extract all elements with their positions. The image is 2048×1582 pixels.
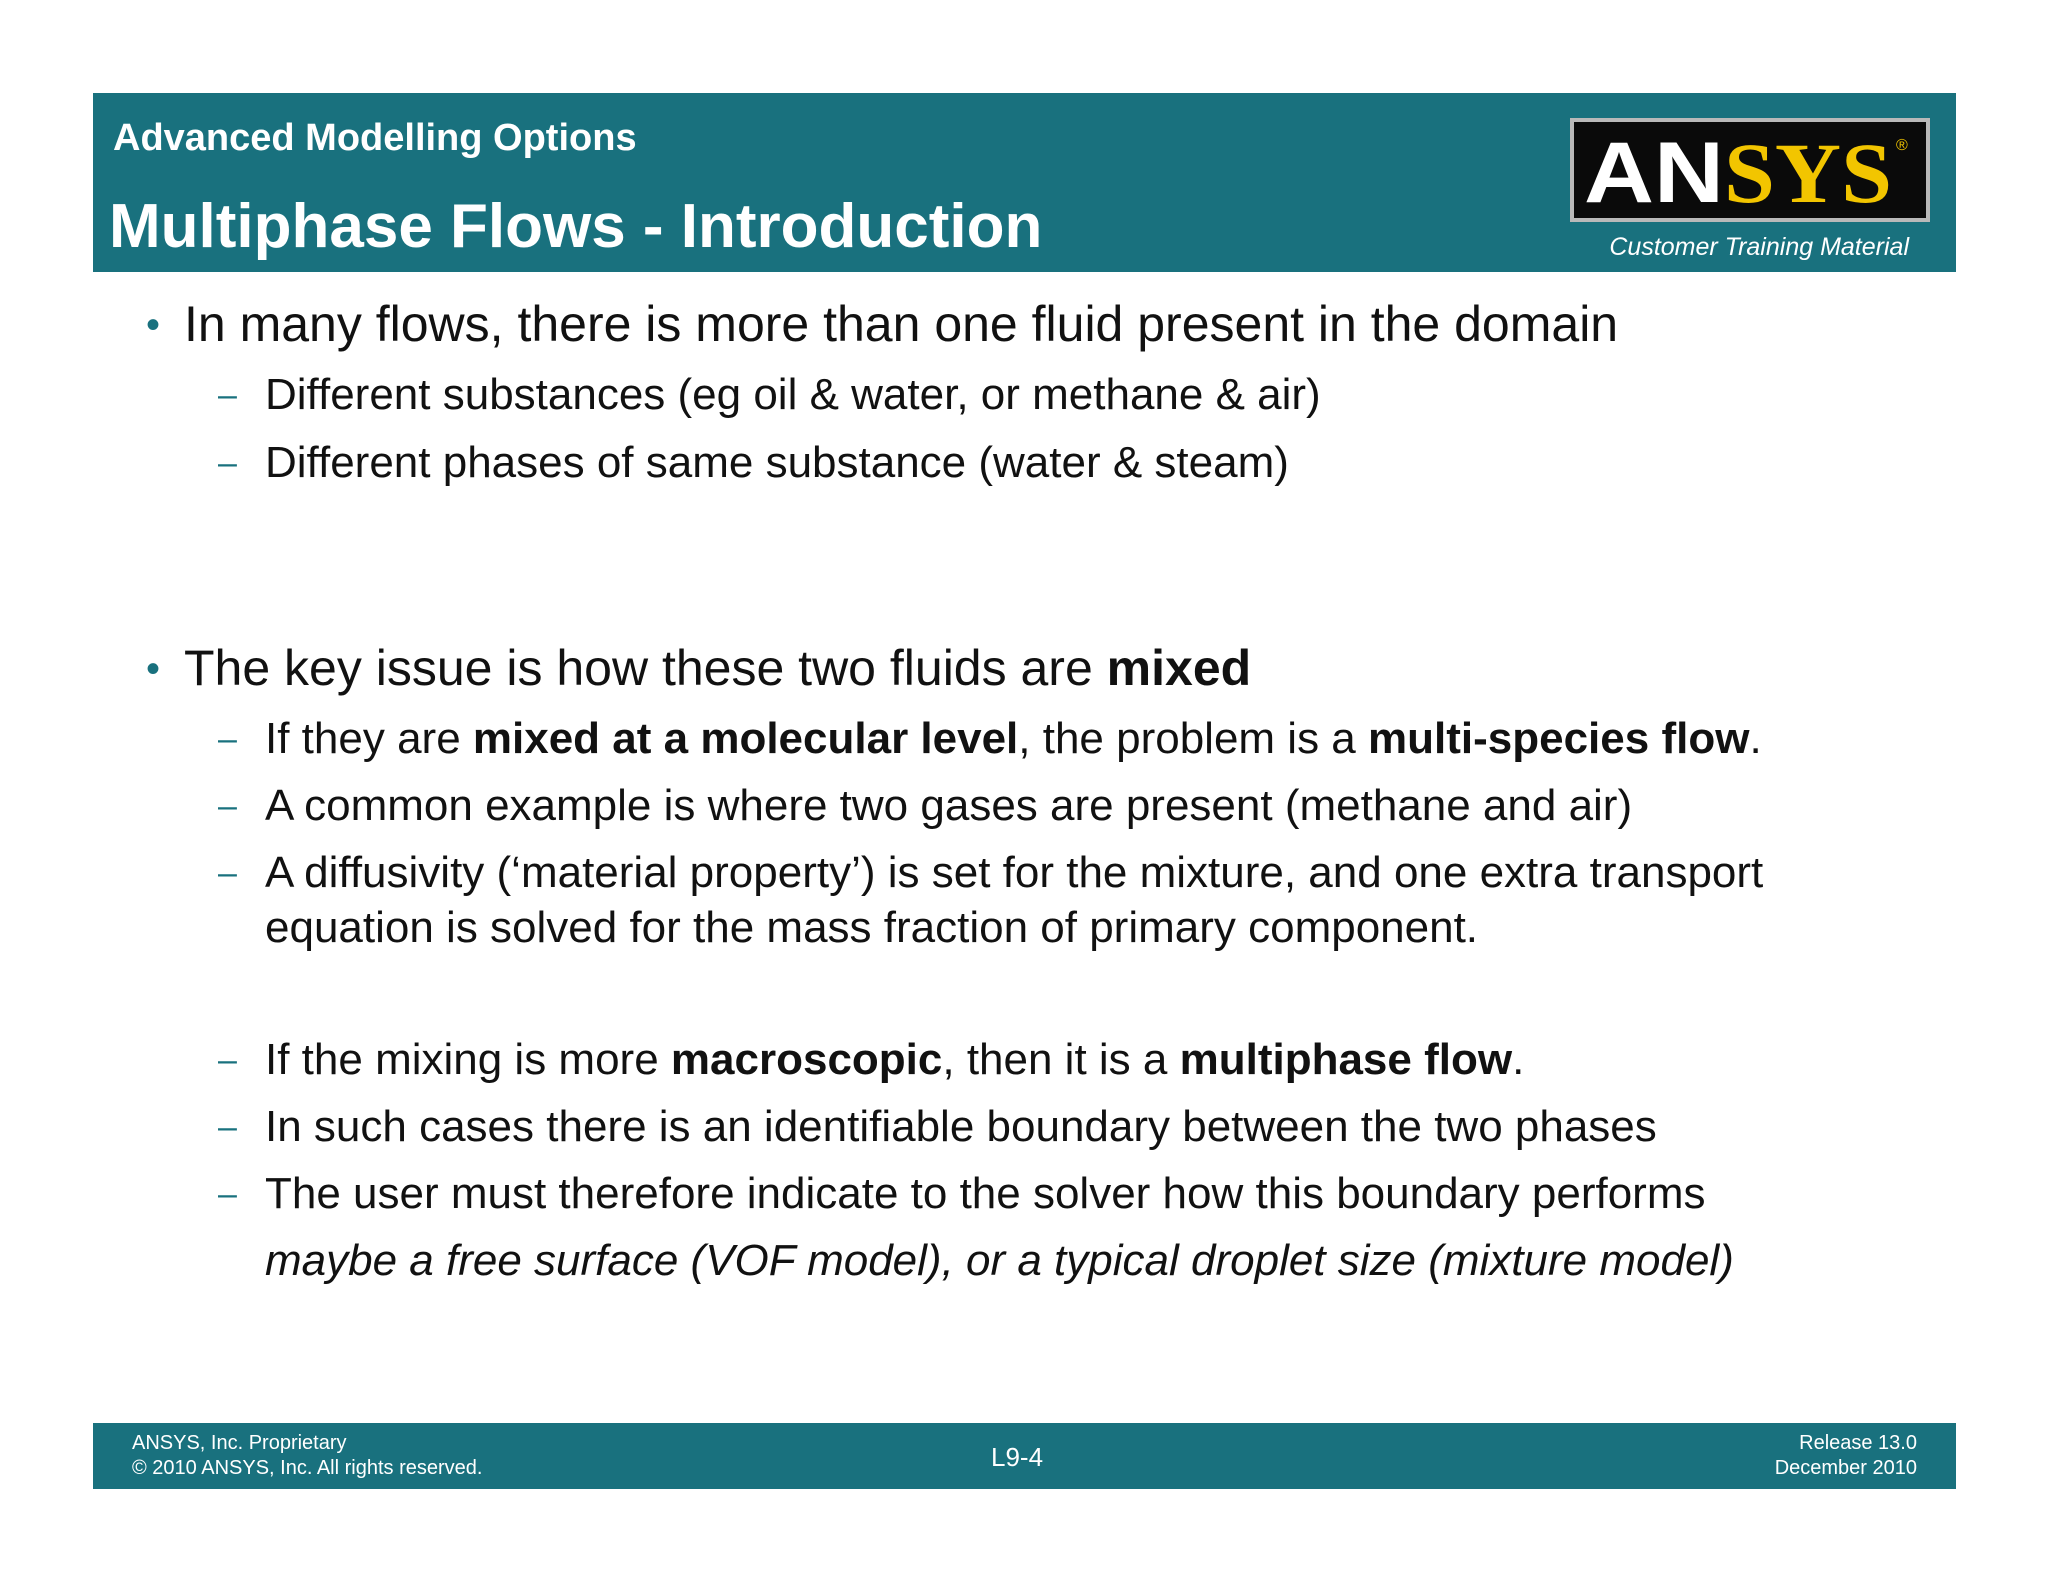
sub-4-part-a: If the mixing is more — [265, 1035, 671, 1084]
training-label: Customer Training Material — [1609, 233, 1909, 261]
bullet-2-sub-6-continuation: maybe a free surface (VOF model), or a typical droplet size (mixture model) — [265, 1236, 1734, 1285]
dash-marker: – — [218, 854, 237, 892]
dash-marker: – — [218, 720, 237, 758]
footer-date: December 2010 — [1774, 1457, 1917, 1479]
footer-page-number: L9-4 — [991, 1442, 1044, 1472]
footer-proprietary: ANSYS, Inc. Proprietary — [132, 1432, 347, 1454]
slide-title: Multiphase Flows - Introduction — [109, 192, 1043, 261]
footer-band — [93, 1423, 1956, 1489]
sub-1-part-a: If they are — [265, 714, 473, 763]
dash-marker: – — [218, 1108, 237, 1146]
footer-left — [132, 1431, 482, 1481]
sub-1-part-d: multi-species flow — [1368, 714, 1750, 763]
bullet-2-sub-3-line-2: equation is solved for the mass fraction of primary component. — [265, 903, 1479, 952]
dash-marker: – — [218, 1041, 237, 1079]
bullet-1-sub-1: Different substances (eg oil & water, or methane & air) — [265, 370, 1321, 419]
sub-1-part-c: , the problem is a — [1018, 714, 1369, 763]
sub-4-part-d: multiphase flow — [1179, 1035, 1513, 1084]
logo-text-white: AN — [1584, 125, 1724, 218]
dash-marker: – — [218, 444, 237, 482]
dash-marker: – — [218, 1175, 237, 1213]
dash-marker: – — [218, 787, 237, 825]
sub-4-part-e: . — [1512, 1035, 1525, 1084]
bullet-2-sub-2: A common example is where two gases are present (methane and air) — [265, 781, 1633, 830]
sub-1-part-b: mixed at a molecular level — [472, 714, 1019, 763]
bullet-marker: • — [146, 303, 161, 347]
bullet-2-sub-5: In such cases there is an identifiable boundary between the two phases — [265, 1102, 1657, 1151]
logo-text-yellow: SYS — [1724, 125, 1892, 218]
bullet-marker: • — [146, 647, 161, 691]
sub-4-part-c: , then it is a — [942, 1035, 1180, 1084]
footer-copyright: © 2010 ANSYS, Inc. All rights reserved. — [132, 1457, 483, 1479]
bullet-2-text — [184, 639, 1251, 697]
bullet-1-sub-2: Different phases of same substance (water & steam) — [265, 438, 1289, 487]
footer-right — [1775, 1431, 1917, 1481]
bullet-2-sub-1 — [265, 714, 1762, 764]
sub-1-part-e: . — [1749, 714, 1762, 763]
bullet-2-sub-6: The user must therefore indicate to the solver how this boundary performs — [265, 1169, 1706, 1218]
bullet-1-text: In many flows, there is more than one fluid present in the domain — [184, 296, 1619, 352]
dash-marker: – — [218, 376, 237, 414]
registered-mark: ® — [1896, 137, 1908, 154]
sub-4-part-b: macroscopic — [670, 1035, 943, 1084]
bullet-2-sub-3-line-1: A diffusivity (‘material property’) is set for the mixture, and one extra transport — [265, 848, 1764, 897]
bullet-2-sub-4 — [265, 1035, 1524, 1085]
bullet-2-text-plain: The key issue is how these two fluids are — [184, 640, 1107, 696]
footer-release: Release 13.0 — [1799, 1432, 1917, 1454]
bullet-2-text-bold: mixed — [1106, 640, 1252, 696]
section-title: Advanced Modelling Options — [113, 117, 637, 159]
